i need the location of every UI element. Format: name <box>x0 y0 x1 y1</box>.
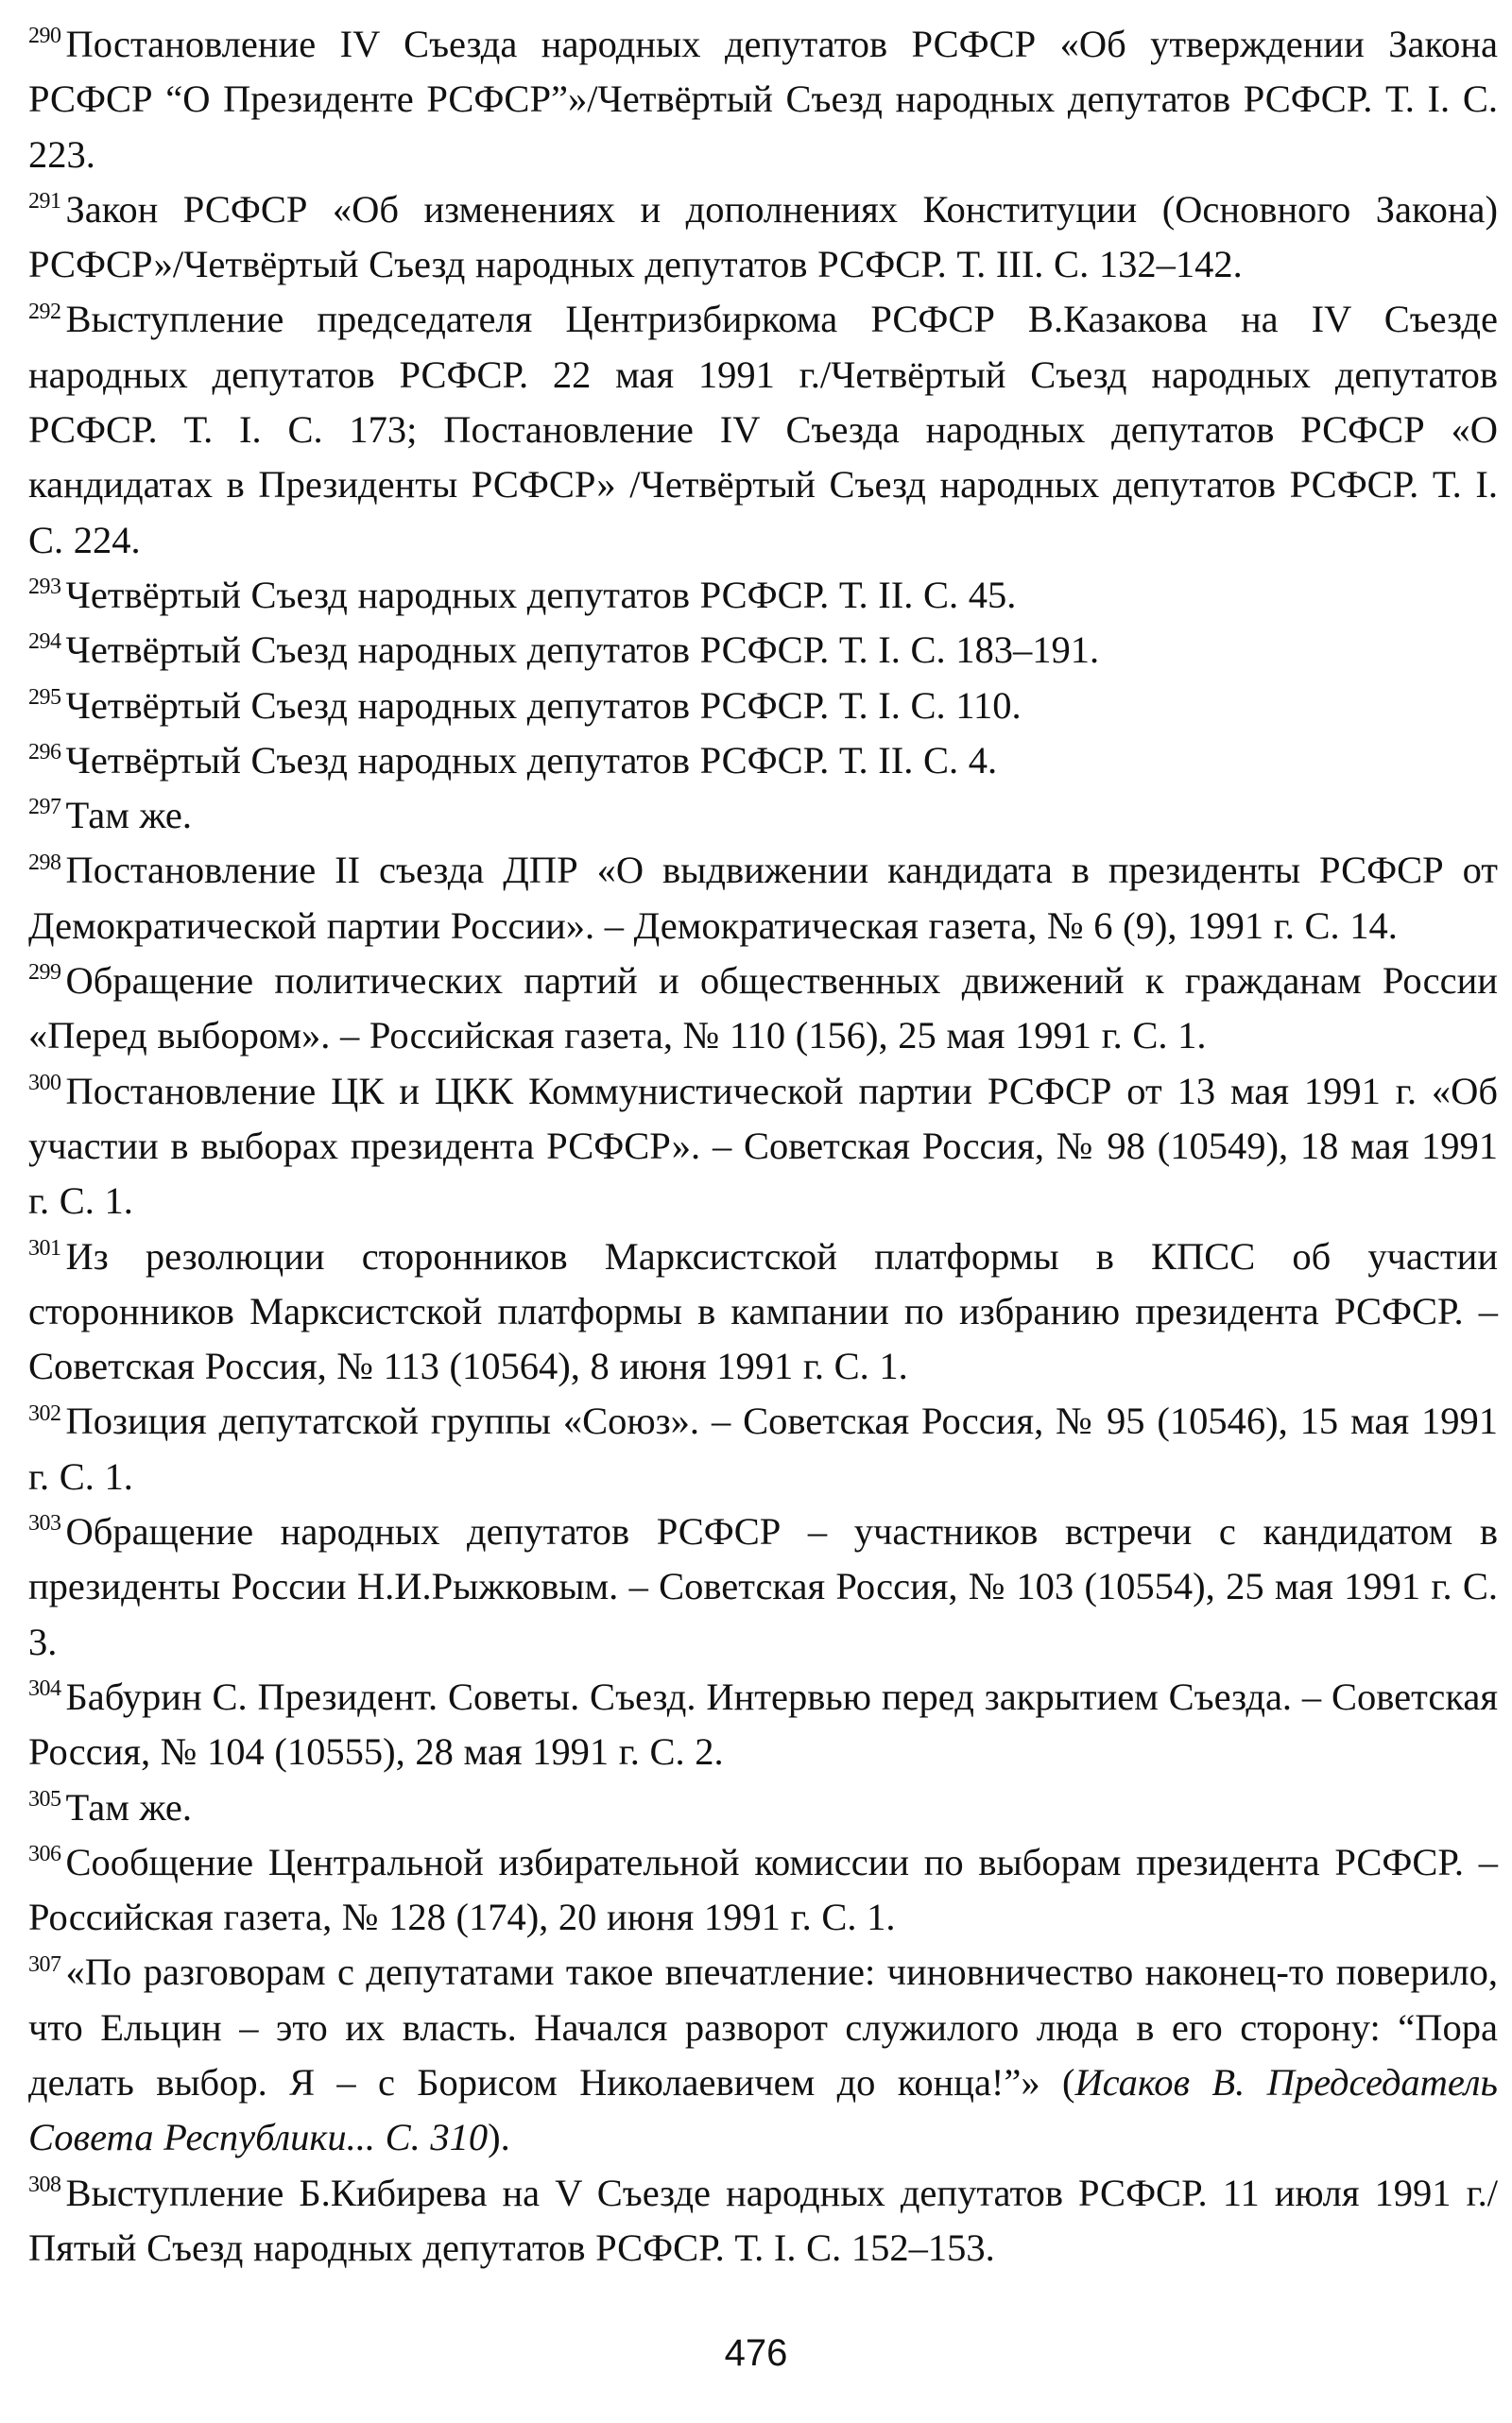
footnote-text: Позиция депутатской группы «Союз». – Советская Россия, № 95 (10546), 15 мая 1991 г. С. 1. <box>28 1400 1498 1498</box>
footnote-text: Выступление Б.Кибирева на V Съезде народных депутатов РСФСР. 11 июля 1991 г./Пятый Съезд народных депутатов РСФСР. Т. I. С. 152–153. <box>28 2171 1498 2269</box>
footnote-italic-citation: Исаков В. Председатель Совета Республики... С. 310 <box>28 2060 1498 2159</box>
footnote-306 <box>28 1835 1498 1946</box>
footnote-text-end: ). <box>488 2116 510 2159</box>
footnote-290 <box>28 17 1498 182</box>
footnote-number: 291 <box>28 189 61 215</box>
footnote-text: Сообщение Центральной избирательной комиссии по выборам президента РСФСР. – Российская газета, № 128 (174), 20 июня 1991 г. С. 1. <box>28 1840 1498 1939</box>
footnote-number: 308 <box>28 2172 61 2197</box>
footnote-305 <box>28 1780 1498 1835</box>
footnote-text: Обращение политических партий и общественных движений к гражданам России «Перед выбором». – Российская газета, № 110 (156), 25 мая 1991 г. С. 1. <box>28 959 1498 1057</box>
footnote-300 <box>28 1064 1498 1229</box>
footnote-302 <box>28 1394 1498 1504</box>
footnote-number: 302 <box>28 1401 61 1426</box>
footnote-292 <box>28 292 1498 567</box>
footnote-text: Постановление IV Съезда народных депутатов РСФСР «Об утверждении Закона РСФСР “О Президенте РСФСР”»/Четвёртый Съезд народных депутатов РСФСР. Т. I. С. 223. <box>28 23 1498 176</box>
footnote-295 <box>28 679 1498 733</box>
footnote-number: 300 <box>28 1070 61 1095</box>
footnote-text: Постановление II съезда ДПР «О выдвижении кандидата в президенты РСФСР от Демократической партии России». – Демократическая газета, № 6 (9), 1991 г. С. 14. <box>28 849 1498 947</box>
footnote-text: Четвёртый Съезд народных депутатов РСФСР. Т. II. С. 45. <box>65 573 1017 616</box>
footnote-291 <box>28 182 1498 293</box>
footnote-308 <box>28 2166 1498 2277</box>
footnote-number: 303 <box>28 1511 61 1537</box>
footnote-text: Бабурин С. Президент. Советы. Съезд. Интервью перед закрытием Съезда. – Советская Россия, № 104 (10555), 28 мая 1991 г. С. 2. <box>28 1675 1498 1774</box>
footnote-text: Четвёртый Съезд народных депутатов РСФСР. Т. I. С. 110. <box>65 683 1022 727</box>
footnote-text: Закон РСФСР «Об изменениях и дополнениях Конституции (Основного Закона) РСФСР»/Четвёртый Съезд народных депутатов РСФСР. Т. III. С. 132–142. <box>28 187 1498 286</box>
footnote-304 <box>28 1670 1498 1780</box>
footnote-text: Четвёртый Съезд народных депутатов РСФСР. Т. II. С. 4. <box>65 738 998 782</box>
footnote-number: 304 <box>28 1676 61 1702</box>
footnote-297 <box>28 788 1498 843</box>
footnote-text: Там же. <box>65 794 193 837</box>
footnote-text: Четвёртый Съезд народных депутатов РСФСР. Т. I. С. 183–191. <box>65 628 1100 672</box>
footnote-number: 295 <box>28 684 61 710</box>
footnote-303 <box>28 1504 1498 1670</box>
footnote-307 <box>28 1945 1498 2165</box>
footnote-301 <box>28 1229 1498 1395</box>
footnote-number: 293 <box>28 575 61 600</box>
footnote-number: 307 <box>28 1951 61 1977</box>
footnotes-list <box>28 17 1498 2276</box>
footnote-293 <box>28 568 1498 623</box>
footnote-text: Постановление ЦК и ЦКК Коммунистической партии РСФСР от 13 мая 1991 г. «Об участии в выборах президента РСФСР». – Советская Россия, № 98 (10549), 18 мая 1991 г. С. 1. <box>28 1069 1498 1223</box>
footnote-text: Выступление председателя Центризбиркома РСФСР В.Казакова на IV Съезде народных депутатов РСФСР. 22 мая 1991 г./Четвёртый Съезд народных депутатов РСФСР. Т. I. С. 173; Постановление IV Съезда народных депутатов РСФСР «О кандидатах в Президенты РСФСР» /Четвёртый Съезд народных депутатов РСФСР. Т. I. С. 224. <box>28 298 1498 561</box>
footnote-number: 306 <box>28 1841 61 1866</box>
footnote-number: 290 <box>28 24 61 49</box>
footnote-298 <box>28 843 1498 954</box>
footnote-number: 298 <box>28 850 61 875</box>
footnote-number: 294 <box>28 629 61 655</box>
footnote-number: 305 <box>28 1786 61 1812</box>
footnote-text: «По разговорам с депутатами такое впечатление: чиновничество наконец-то поверило, что Ельцин – это их власть. Начался разворот служилого люда в его сторону: “Пора делать выбор. Я – с Борисом Николаевичем до конца!”» ( <box>28 1950 1498 2104</box>
footnote-number: 301 <box>28 1235 61 1261</box>
footnote-296 <box>28 733 1498 788</box>
footnote-294 <box>28 623 1498 678</box>
page-number: 476 <box>724 2332 788 2374</box>
footnote-number: 292 <box>28 299 61 324</box>
footnote-number: 299 <box>28 960 61 986</box>
footnote-text: Там же. <box>65 1785 193 1829</box>
footnote-text: Обращение народных депутатов РСФСР – участников встречи с кандидатом в президенты России Н.И.Рыжковым. – Советская Россия, № 103 (10554), 25 мая 1991 г. С. 3. <box>28 1510 1498 1663</box>
footnote-number: 296 <box>28 739 61 765</box>
footnote-text: Из резолюции сторонников Марксистской платформы в КПСС об участии сторонников Марксистской платформы в кампании по избранию президента РСФСР. – Советская Россия, № 113 (10564), 8 июня 1991 г. С. 1. <box>28 1234 1498 1388</box>
footnote-299 <box>28 954 1498 1064</box>
footnote-number: 297 <box>28 795 61 820</box>
